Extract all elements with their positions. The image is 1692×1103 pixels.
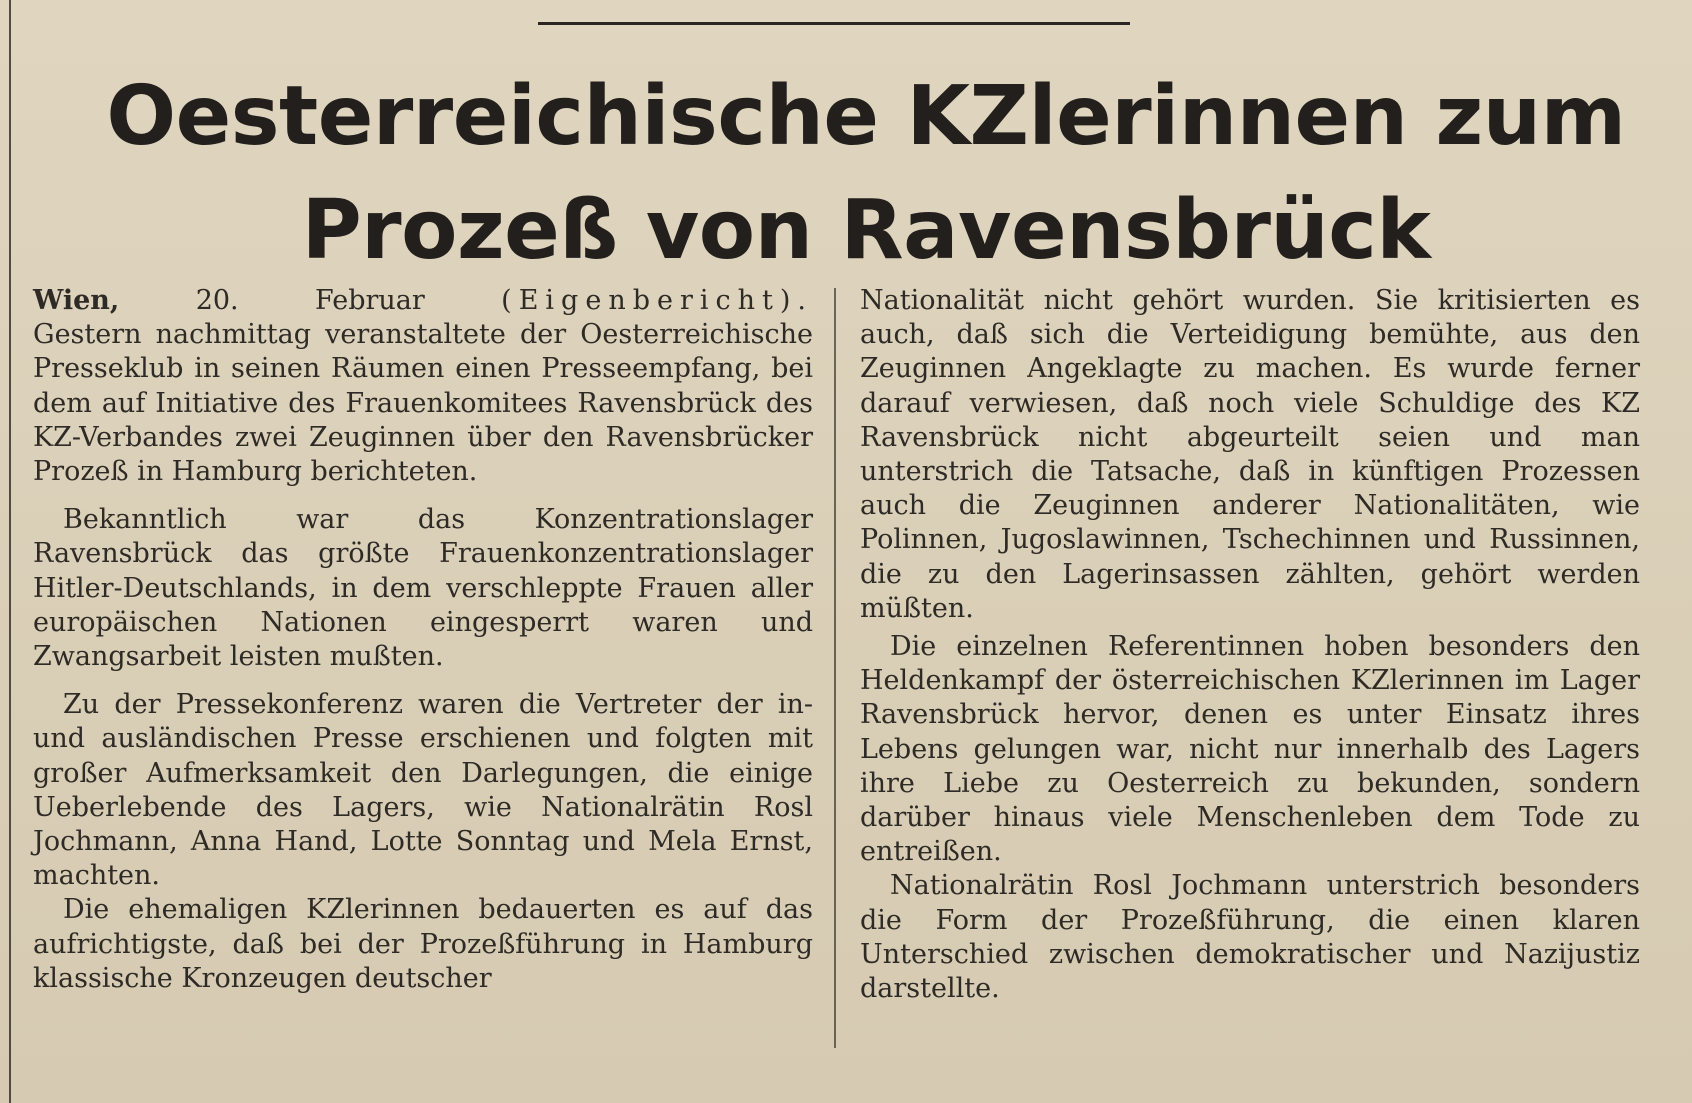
article-column-right [860, 284, 1640, 1006]
dateline-city: Wien, [33, 285, 120, 316]
dateline-source: (Eigenbericht). [501, 285, 813, 316]
article-paragraph-4-continued: Nationalität nicht gehört wurden. Sie kritisierten es auch, daß sich die Verteidigung bemühte, aus den Zeuginnen Angeklagte zu machen. Es wurde ferner darauf verwiesen, daß noch viele Schuldige des KZ Ravensbrück nicht abgeurteilt seien und man unterstrich die Tatsache, daß in künftigen Prozessen auch die Zeuginnen anderer Nationalitäten, wie Polinnen, Jugoslawinnen, Tschechinnen und Russinnen, die zu den Lagerinsassen zählten, gehört werden müßten. [860, 285, 1640, 624]
article-paragraph-3: Zu der Pressekonferenz waren die Vertreter der in- und ausländischen Presse erschienen und folgten mit großer Aufmerksamkeit den Darlegungen, die einige Ueberlebende des Lagers, wie Nationalrätin Rosl Jochmann, Anna Hand, Lotte Sonntag und Mela Ernst, machten. [33, 689, 813, 892]
headline-line-2: Prozeß von Ravensbrück [301, 183, 1431, 278]
article-paragraph-1: Gestern nachmittag veranstaltete der Oesterreichische Presseklub in seinen Räumen einen Presseempfang, bei dem auf Initiative des Frauenkomitees Ravensbrück des KZ-Verbandes zwei Zeuginnen über den Ravensbrücker Prozeß in Hamburg berichteten. [33, 319, 813, 488]
article-paragraph-2: Bekanntlich war das Konzentrationslager Ravensbrück das größte Frauenkonzentrationslager Hitler-Deutschlands, in dem verschleppte Frauen aller europäischen Nationen eingesperrt waren und Zwangsarbeit leisten mußten. [33, 504, 813, 673]
left-margin-rule [9, 0, 11, 1103]
article-paragraph-4: Die ehemaligen KZlerinnen bedauerten es auf das aufrichtigste, daß bei der Prozeßführung in Hamburg klassische Kronzeugen deutscher [33, 894, 813, 994]
article-paragraph-6: Nationalrätin Rosl Jochmann unterstrich besonders die Form der Prozeßführung, die einen klaren Unterschied zwischen demokratischer und Nazijustiz darstellte. [860, 870, 1640, 1005]
column-divider [834, 288, 836, 1048]
article-column-left [33, 284, 813, 996]
dateline [33, 284, 813, 318]
headline [40, 60, 1692, 288]
headline-line-1: Oesterreichische KZlerinnen zum [106, 69, 1626, 164]
dateline-date: 20. Februar [195, 285, 425, 316]
top-separator-rule [538, 22, 1130, 25]
article-paragraph-5: Die einzelnen Referentinnen hoben besonders den Heldenkampf der österreichischen KZlerinnen im Lager Ravensbrück hervor, denen es unter Einsatz ihres Lebens gelungen war, nicht nur innerhalb des Lagers ihre Liebe zu Oesterreich zu bekunden, sondern darüber hinaus viele Menschenleben dem Tode zu entreißen. [860, 631, 1640, 868]
